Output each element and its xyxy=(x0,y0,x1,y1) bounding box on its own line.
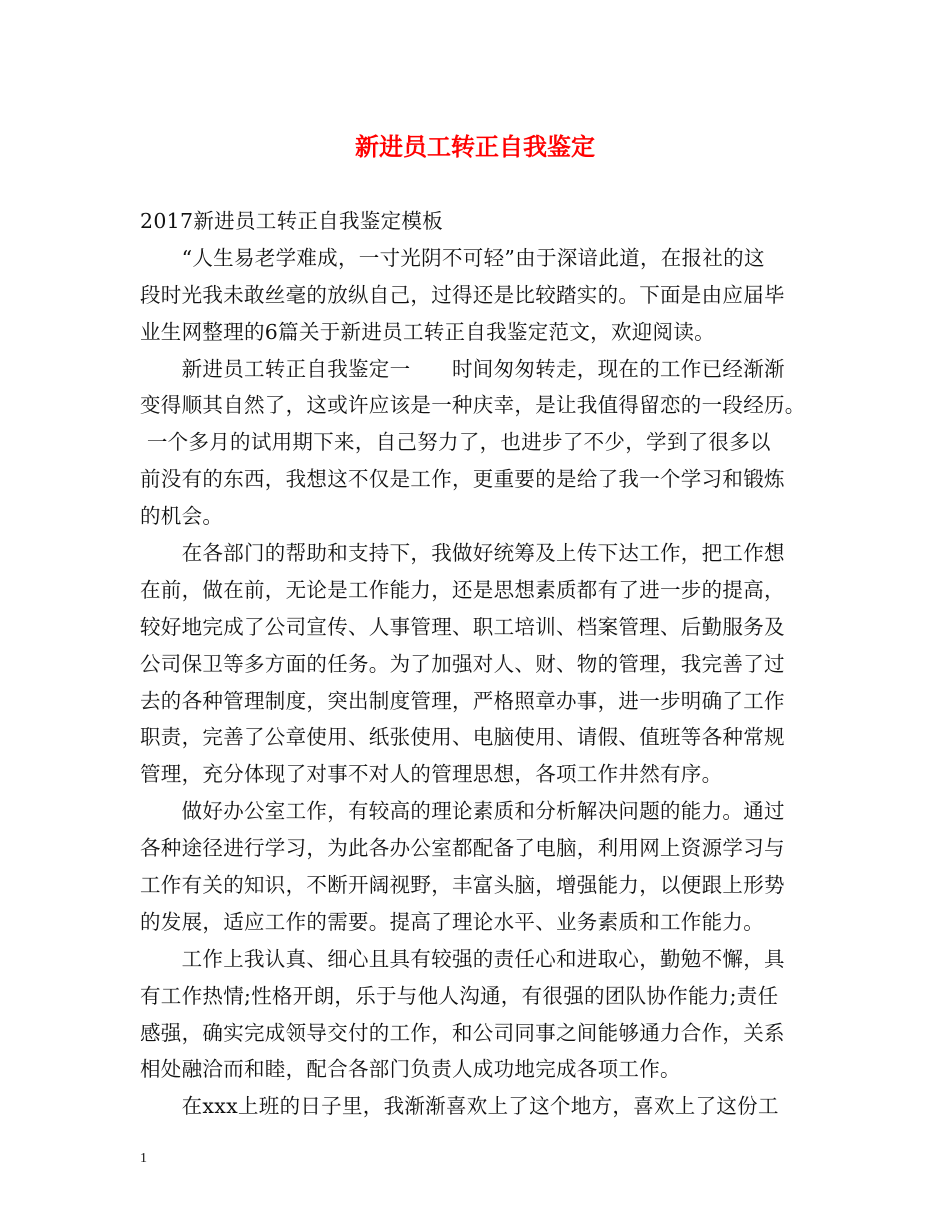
text-line: 职责，完善了公章使用、纸张使用、电脑使用、请假、值班等各种常规 xyxy=(140,725,785,750)
document-body xyxy=(140,203,812,1125)
text-line: 业生网整理的6篇关于新进员工转正自我鉴定范文，欢迎阅读。 xyxy=(140,319,715,344)
text-line: 公司保卫等多方面的任务。为了加强对人、财、物的管理，我完善了过 xyxy=(140,651,785,676)
text-line: 变得顺其自然了，这或许应该是一种庆幸，是让我值得留恋的一段经历。 xyxy=(140,393,806,418)
text-line: 相处融洽而和睦，配合各部门负责人成功地完成各项工作。 xyxy=(140,1057,681,1082)
text-line: 在xxx上班的日子里，我渐渐喜欢上了这个地方，喜欢上了这份工 xyxy=(140,1094,779,1119)
text-line: 在前，做在前，无论是工作能力，还是思想素质都有了进一步的提高， xyxy=(140,577,785,602)
text-line: 各种途径进行学习，为此各办公室都配备了电脑，利用网上资源学习与 xyxy=(140,836,785,861)
text-line: “人生易老学难成，一寸光阴不可轻”由于深谙此道，在报社的这 xyxy=(140,245,765,270)
document-title: 新进员工转正自我鉴定 xyxy=(355,132,595,161)
text-line: 做好办公室工作，有较高的理论素质和分析解决问题的能力。通过 xyxy=(140,799,785,824)
text-line: 的机会。 xyxy=(140,504,224,529)
text-line: 段时光我未敢丝毫的放纵自己，过得还是比较踏实的。下面是由应届毕 xyxy=(140,282,785,307)
text-line: 新进员工转正自我鉴定一 时间匆匆转走，现在的工作已经渐渐 xyxy=(140,356,785,381)
text-line: 感强，确实完成领导交付的工作，和公司同事之间能够通力合作，关系 xyxy=(140,1020,785,1045)
text-line: 一个多月的试用期下来，自己努力了，也进步了不少，学到了很多以 xyxy=(140,430,771,455)
text-line: 在各部门的帮助和支持下，我做好统筹及上传下达工作，把工作想 xyxy=(140,541,785,566)
page-number: 1 xyxy=(140,1151,147,1166)
text-line: 较好地完成了公司宣传、人事管理、职工培训、档案管理、后勤服务及 xyxy=(140,614,785,639)
text-line: 工作有关的知识，不断开阔视野，丰富头脑，增强能力，以便跟上形势 xyxy=(140,873,785,898)
text-line: 工作上我认真、细心且具有较强的责任心和进取心，勤勉不懈，具 xyxy=(140,946,785,971)
text-line: 管理，充分体现了对事不对人的管理思想，各项工作井然有序。 xyxy=(140,762,723,787)
text-line: 有工作热情;性格开朗，乐于与他人沟通，有很强的团队协作能力;责任 xyxy=(140,983,779,1008)
text-line: 的发展，适应工作的需要。提高了理论水平、业务素质和工作能力。 xyxy=(140,909,764,934)
text-line: 前没有的东西，我想这不仅是工作，更重要的是给了我一个学习和锻炼 xyxy=(140,467,785,492)
text-line: 去的各种管理制度，突出制度管理，严格照章办事，进一步明确了工作 xyxy=(140,688,785,713)
text-line: 2017新进员工转正自我鉴定模板 xyxy=(140,209,443,233)
